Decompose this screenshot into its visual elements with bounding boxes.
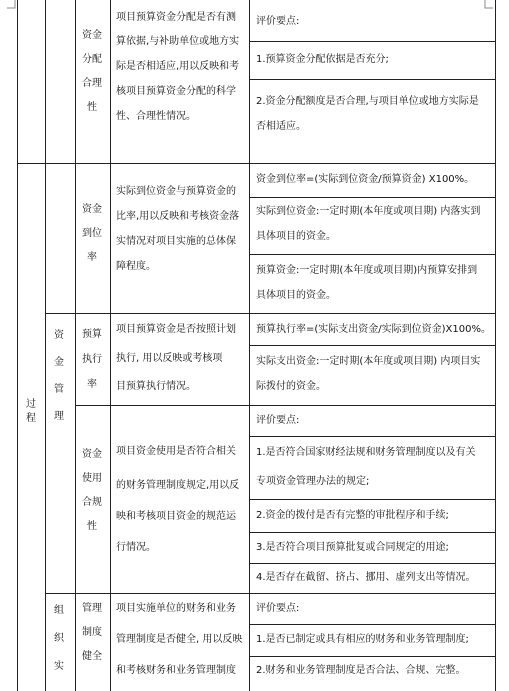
table-rule <box>249 624 496 625</box>
table-rule <box>249 197 496 198</box>
indicator-label: 资金分配合理性 <box>82 30 102 113</box>
table-rule <box>249 656 496 657</box>
table-rule <box>249 499 496 500</box>
table-rule <box>17 163 496 164</box>
table-rule <box>75 0 76 691</box>
subcategory-label: 资金管理 <box>54 330 64 422</box>
crop-mark-icon <box>484 0 493 9</box>
indicator-label: 资金到位率 <box>82 204 102 263</box>
table-rule <box>249 345 496 346</box>
table-rule <box>45 313 496 314</box>
table-rule <box>110 0 111 691</box>
table-rule <box>249 436 496 437</box>
table-rule <box>249 563 496 564</box>
table-rule <box>17 0 18 691</box>
subcategory-label: 组织实 <box>54 605 64 672</box>
indicator-label: 资金使用合规性 <box>82 449 102 532</box>
table-rule <box>75 405 496 406</box>
table-rule <box>249 41 496 42</box>
document-page: 过程 资金管理 组织实 资金分配合理性 项目预算资金分配是否有测 算依据,与补助单位或地方实 际是否相适应,用以反映和考 核项目预算资金分配的科学 性、合理性情况。 评价要点: 1.预算资金分配依据是否充分; 2.资金分配额度是否合理,与项目单位或地方实际是 否相适应。 资金到位率 实际到位资金与预算资金的 比率,用以反映和考核资金落 实情况对项目实施的总体保 障程度。 资金到位率=(实际到位资金/预算资金) X100%。 实际到位资金:一定时期(本年度或项目期) 内落实到 具体项目的资金。 预算资金:一定时期(本年度或项目期)内预算安排到 具体项目的资金。 预算执行率 项目预算资金是否按照计划 执行, 用以反映或考核项 目预算执行情况。 预算执行率=(实际支出资金/实际到位资金)X100%。 实际支出资金:一定时期(本年度或项目期) 内项目实 际拨付的资金。 资金使用合规性 项目资金使用是否符合相关 的财务管理制度规定,用以反 映和考核项目资金的规范运 行情况。 评价要点: 1.是否符合国家财经法规和财务管理制度以及有关 专项资金管理办法的规定; 2.资金的拨付是否有完整的审批程序和手续; 3.是否符合项目预算批复或合同规定的用途; 4.是否存在截留、挤占、挪用、虚列支出等情况。 管理制度健全 项目实施单位的财务和业务 管理制度是否健全, 用以反映 和考核财务和业务管理制度 评价要点: 1.是否已制定或具有相应的财务和业务管理制度; 2.财务和业务管理制度是否合法、合规、完整。 <box>0 0 509 691</box>
table-rule <box>45 0 46 691</box>
table-rule <box>45 593 496 594</box>
table-rule <box>249 0 250 691</box>
table-rule <box>249 254 496 255</box>
table-rule <box>249 532 496 533</box>
indicator-label: 预算执行率 <box>82 329 102 390</box>
crop-mark-icon <box>7 0 16 9</box>
table-rule <box>495 0 496 691</box>
category-label: 过程 <box>26 399 36 424</box>
table-rule <box>249 79 496 80</box>
indicator-label: 管理制度健全 <box>82 603 102 662</box>
